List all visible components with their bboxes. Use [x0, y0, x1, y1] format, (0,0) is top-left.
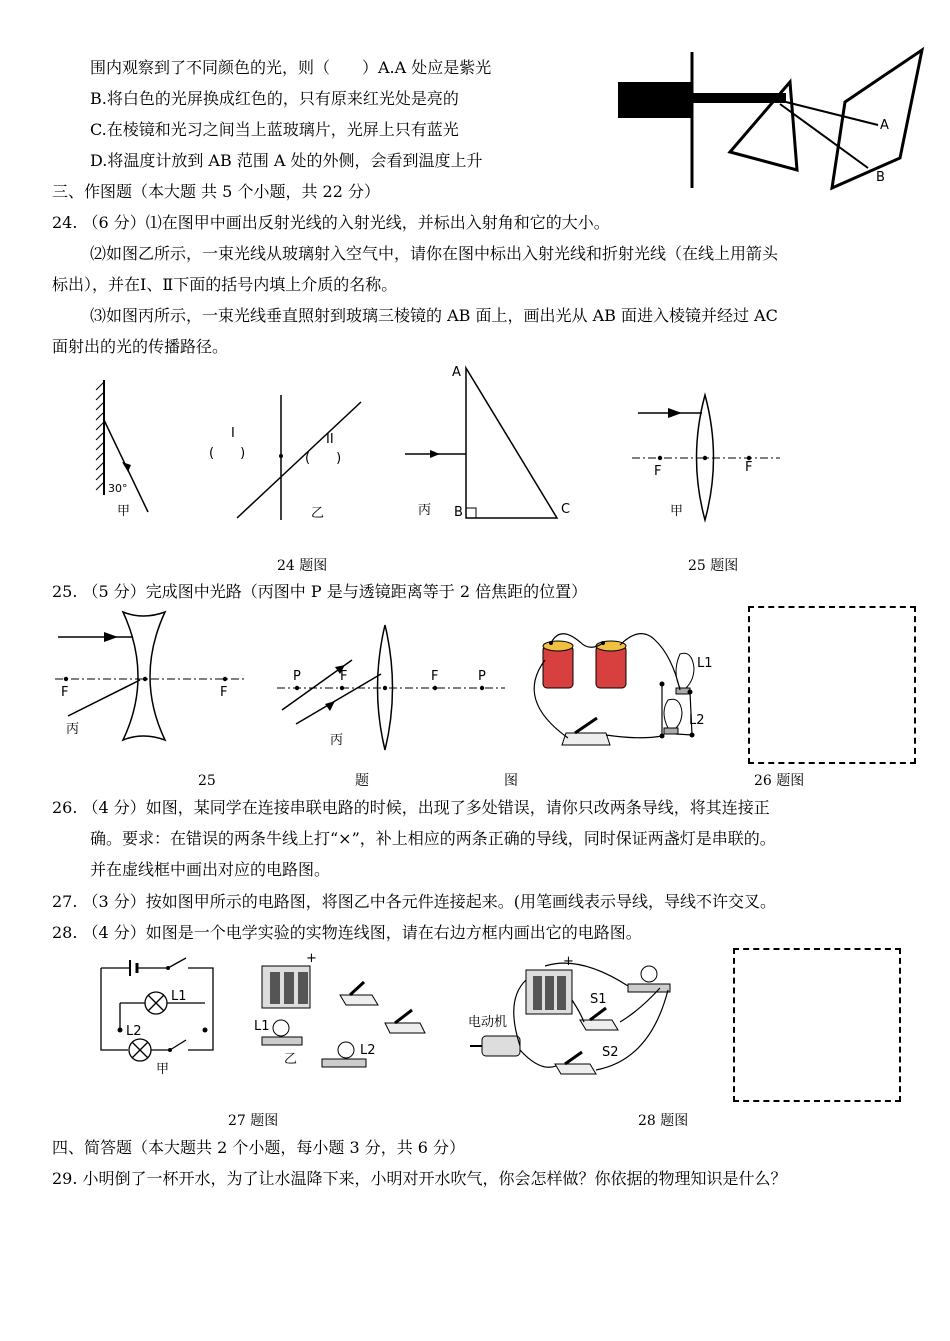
fig26-lamp-l1-label: L1 — [697, 656, 713, 671]
q24-part3-line1: ⑶如图丙所示，一束光线垂直照射到玻璃三棱镜的 AB 面上，画出光从 AB 面进入棱镜并经过 AC — [90, 306, 778, 325]
fig26-lamp-l2-label: L2 — [689, 713, 705, 728]
fig24-medium-1-blank: ( ) — [209, 446, 246, 461]
prism-label-b: B — [876, 170, 885, 185]
fig24-yi-label: 乙 — [311, 506, 325, 521]
fig27-component-l2: L2 — [360, 1043, 376, 1058]
fig24-medium-2-blank: ( ) — [305, 451, 342, 466]
fig27-schematic-l2: L2 — [126, 1024, 142, 1039]
q26-line1: 26. （4 分）如图，某同学在连接串联电路的时候，出现了多处错误，请你只改两条导线，将其连接正 — [52, 798, 770, 817]
fig28-answer-box[interactable] — [733, 948, 901, 1102]
q23-option-d: D.将温度计放到 AB 范围 A 处的外侧，会看到温度上升 — [90, 151, 483, 170]
fig25-point-p-left: P — [293, 669, 301, 684]
section3-title: 三、作图题（本大题 共 5 个小题，共 22 分） — [52, 182, 380, 201]
fig24-jia-label: 甲 — [117, 504, 131, 519]
fig25-jia-label: 甲 — [670, 504, 684, 519]
prism-label-a: A — [880, 118, 889, 133]
fig25-focus-left: F — [654, 464, 662, 479]
fig25-point-p-right: P — [478, 669, 486, 684]
q25-text: 25. （5 分）完成图中光路（丙图中 P 是与透镜距离等于 2 倍焦距的位置） — [52, 582, 588, 601]
fig25-focus-f-left: F — [340, 669, 348, 684]
fig27-jia-label: 甲 — [156, 1062, 170, 1077]
fig24-prism-vertex-c: C — [561, 502, 571, 517]
q24-part1: 24. （6 分）⑴在图甲中画出反射光线的入射光线，并标出入射角和它的大小。 — [52, 213, 610, 232]
fig24-bing-label: 丙 — [418, 503, 432, 518]
section4-title: 四、简答题（本大题共 2 个小题，每小题 3 分，共 6 分） — [52, 1138, 466, 1157]
motor-icon — [470, 1036, 520, 1056]
switch-icon — [580, 1008, 618, 1030]
fig25-caption-part2: 题 — [355, 773, 369, 789]
q27-text: 27. （3 分）按如图甲所示的电路图，将图乙中各元件连接起来。(用笔画线表示导线，导线不许交叉。 — [52, 892, 777, 911]
battery-pack-icon — [526, 970, 572, 1014]
fig25-convex-label: 丙 — [330, 733, 344, 748]
fig24-angle-label: 30° — [108, 482, 128, 495]
q23-line1: 围内观察到了不同颜色的光，则（ ）A.A 处应是紫光 — [90, 58, 492, 77]
fig25-caption-part3: 图 — [504, 773, 518, 789]
q28-text: 28. （4 分）如图是一个电学实验的实物连线图，请在右边方框内画出它的电路图。 — [52, 923, 642, 942]
q23-option-b: B.将白色的光屏换成红色的，只有原来红光处是亮的 — [90, 89, 459, 108]
fig28-caption: 28 题图 — [638, 1113, 689, 1129]
fig28-motor-label: 电动机 — [468, 1015, 508, 1030]
fig27-schematic-l1: L1 — [171, 989, 187, 1004]
fig25-focus-right: F — [745, 460, 753, 475]
fig27-component-l1: L1 — [254, 1019, 270, 1034]
switch-icon — [555, 1052, 596, 1074]
q26-line2: 确。要求：在错误的两条牛线上打“×”，补上相应的两条正确的导线，同时保证两盏灯是串联的。 — [90, 829, 776, 848]
fig28-switch-s1-label: S1 — [590, 992, 607, 1007]
lamp-icon — [628, 966, 670, 992]
fig25-concave-focus-left: F — [61, 685, 69, 700]
fig27-battery-plus: + — [306, 951, 317, 966]
fig26-caption: 26 题图 — [754, 773, 805, 789]
fig24-caption: 24 题图 — [277, 558, 328, 574]
fig24-medium-2-label: II — [326, 432, 334, 447]
q24-part3-line2: 面射出的光的传播路径。 — [52, 337, 229, 356]
q23-option-c: C.在棱镜和光习之间当上蓝玻璃片，光屏上只有蓝光 — [90, 120, 459, 139]
fig25-focus-f-right: F — [431, 669, 439, 684]
fig28-battery-plus: + — [563, 954, 574, 969]
fig24-prism-vertex-a: A — [452, 365, 461, 380]
fig27-caption: 27 题图 — [228, 1113, 279, 1129]
q24-part2-line2: 标出），并在Ⅰ、Ⅱ下面的括号内填上介质的名称。 — [52, 275, 398, 294]
fig25-caption-part1: 25 — [198, 773, 216, 789]
fig24-medium-1-label: I — [231, 426, 235, 441]
q26-line3: 并在虚线框中画出对应的电路图。 — [90, 860, 331, 879]
fig28-switch-s2-label: S2 — [602, 1045, 619, 1060]
fig25-concave-focus-right: F — [220, 685, 228, 700]
fig25-top-caption: 25 题图 — [688, 558, 739, 574]
fig25-concave-label: 丙 — [66, 722, 80, 737]
q24-part2-line1: ⑵如图乙所示，一束光线从玻璃射入空气中，请你在图中标出入射光线和折射光线（在线上用箭头 — [90, 244, 779, 263]
fig27-yi-label: 乙 — [284, 1052, 298, 1067]
fig24-prism-vertex-b: B — [454, 505, 463, 520]
q29-text: 29. 小明倒了一杯开水，为了让水温降下来，小明对开水吹气，你会怎样做？你依据的物理知识是什么？ — [52, 1169, 787, 1188]
